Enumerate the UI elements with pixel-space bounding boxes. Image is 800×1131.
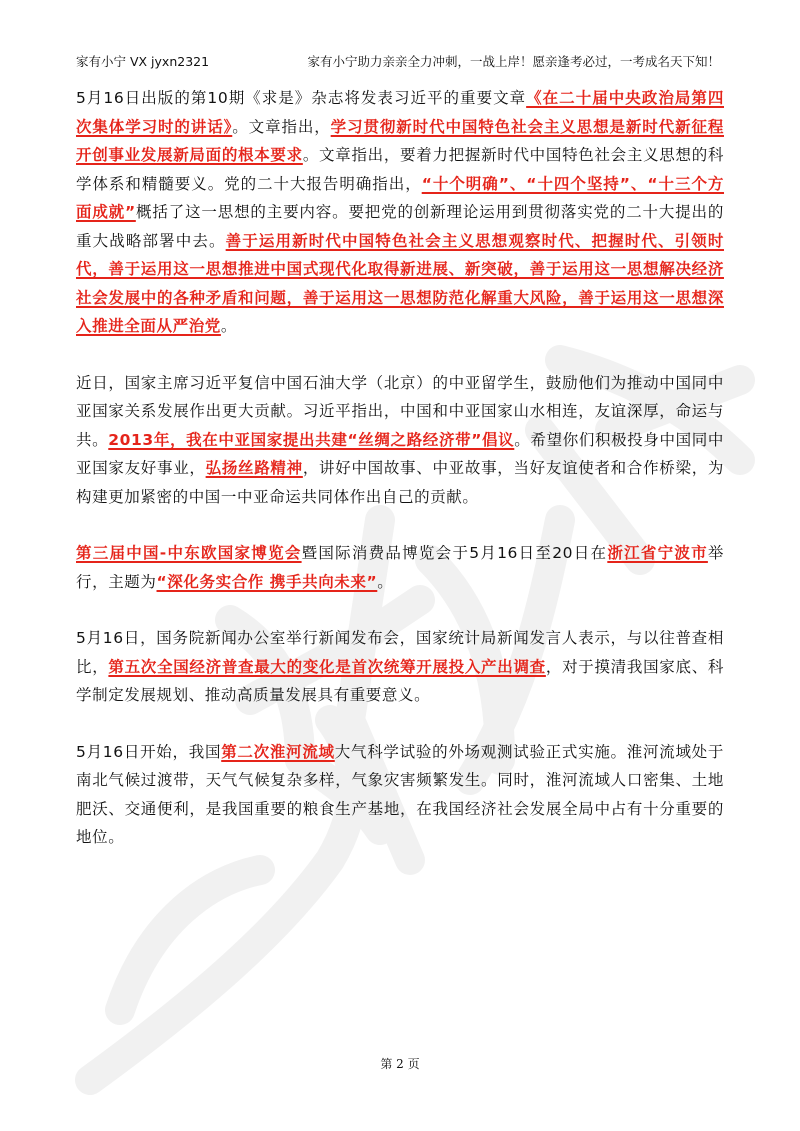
page-number: 第 2 页 [380,1057,420,1071]
header-left: 家有小宁 VX jyxn2321 [76,54,210,69]
body-text: 暨国际消费品博览会于5月16日至20日在 [301,544,608,562]
highlighted-text: “十个明确”、“十四个坚持”、“十三个方面成就” [76,174,725,221]
header-right: 家有小宁助力亲亲全力冲刺，一战上岸！愿亲逢考必过，一考成名天下知！ [307,54,720,69]
body-text: 。 [220,317,238,335]
body-text: 。文章指出， [232,117,331,136]
body-text: ，讲好中国故事、中亚故事，当好友谊使者和合作桥梁，为构建更加紧密的中国一中亚命运共同体作出自己的贡献。 [76,459,724,506]
highlighted-text: “深化务实合作 携手共向未来” [156,572,378,591]
document-body [76,84,724,880]
highlighted-text: 第二次淮河流域 [221,742,335,761]
body-text: 。 [377,572,394,591]
body-text: 大气科学试验的外场观测试验正式实施。淮河流域处于南北气候过渡带，天气气候复杂多样，气象灾害频繁发生。同时，淮河流域人口密集、土地肥沃、交通便利，是我国重要的粮食生产基地，在我国经济社会发展全局中占有十分重要的地位。 [76,742,724,846]
highlighted-text: 弘扬丝路精神 [205,459,303,477]
body-text: 概括了这一思想的主要内容。要把党的创新理论运用到贯彻落实党的二十大提出的重大战略部署中去。 [76,203,724,250]
paragraph-cee-expo [76,539,724,596]
highlighted-text: 《在二十届中央政治局第四次集体学习时的讲话》 [76,89,724,136]
paragraph-central-asia-letter [76,369,724,512]
body-text: 。文章指出，要着力把握新时代中国特色社会主义思想的科学体系和精髓要义。党的二十大报告明确指出， [76,146,724,193]
highlighted-text: 善于运用新时代中国特色社会主义思想观察时代、把握时代、引领时代，善于运用这一思想推进中国式现代化取得新进展、新突破，善于运用这一思想解决经济社会发展中的各种矛盾和问题，善于运用这一思想防范化解重大风险，善于运用这一思想深入推进全面从严治党 [76,231,724,335]
page-header [76,52,720,70]
paragraph-huaihe-experiment [76,738,724,852]
highlighted-text: 浙江省宁波市 [607,544,708,562]
body-text: ，对于摸清我国家底、科学制定发展规划、推动高质量发展具有重要意义。 [76,657,724,704]
highlighted-text: 第五次全国经济普查最大的变化是首次统筹开展投入产出调查 [108,657,546,676]
body-text: 。希望你们积极投身中国同中亚国家友好事业， [76,430,724,477]
body-text: 5月16日开始，我国 [76,742,222,761]
body-text: 近日，国家主席习近平复信中国石油大学（北京）的中亚留学生，鼓励他们为推动中国同中亚国家关系发展作出更大贡献。习近平指出，中国和中亚国家山水相连，友谊深厚，命运与共。 [76,373,724,449]
body-text: 5月16日，国务院新闻办公室举行新闻发布会，国家统计局新闻发言人表示，与以往普查相比， [76,629,724,676]
paragraph-economic-census [76,624,724,710]
highlighted-text: 学习贯彻新时代中国特色社会主义思想是新时代新征程开创事业发展新局面的根本要求 [76,117,724,164]
highlighted-text: 第三届中国-中东欧国家博览会 [76,544,302,562]
body-text: 5月16日出版的第10期《求是》杂志将发表习近平的重要文章 [76,89,527,107]
highlighted-text: 2013年，我在中亚国家提出共建“丝绸之路经济带”倡议 [108,430,515,449]
paragraph-qiushi-article [76,84,724,341]
body-text: 举行，主题为 [76,544,724,591]
